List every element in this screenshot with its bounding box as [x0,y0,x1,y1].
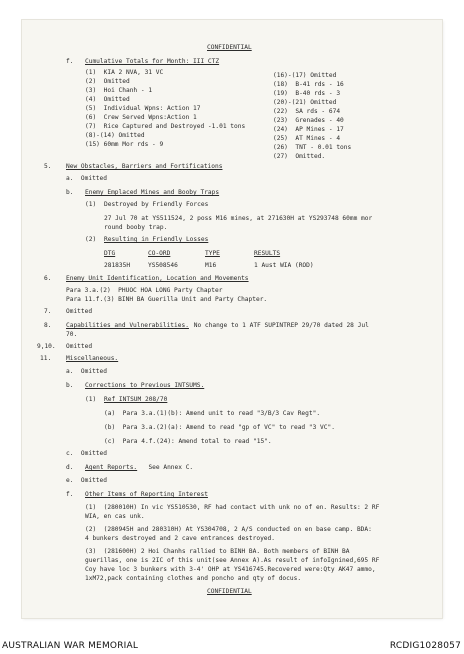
section-8-text-2: 70. [66,331,78,338]
totals-right-7: (24) AP Mines - 17 [273,126,344,133]
section-f-title: Cumulative Totals for Month: III CTZ [85,58,220,65]
archive-footer [0,622,464,654]
correction-c: (c) Para 4.f.(24): Amend total to read "15". [104,438,272,445]
item-f3-line-2: guerillas, one is 2IC of this unit(see Annex A).As result of infoIgnined,695 RF [85,557,380,564]
totals-left-2: (2) Omitted [85,78,130,85]
totals-right-9: (26) TNT - 0.01 tons [273,144,352,151]
totals-left-1: (1) KIA 2 NVA, 31 VC [85,69,164,76]
totals-right-2: (18) B-41 rds - 16 [273,81,344,88]
section-6-line-1: Para 3.a.(2) PHUOC HOA LONG Party Chapter [66,287,223,294]
totals-right-10: (27) Omitted. [273,153,326,160]
totals-right-6: (23) Grenades - 40 [273,117,344,124]
section-5b-title: Enemy Emplaced Mines and Booby Traps [85,189,220,196]
item-f1-line-2: WIA, en cas unk. [85,513,145,520]
totals-right-1: (16)-(17) Omitted [273,72,337,79]
table-cell-type: M16 [205,262,217,269]
item-f3-line-4: 1xM72,pack containing clothes and poncho and qty of docus. [85,575,302,582]
section-5b2-title: Resulting in Friendly Losses [104,236,209,243]
item-f2-line-1: (2) (280945H and 280310H) At YS304708, 2 A/S conducted on en base camp. BDA: [85,526,372,533]
section-11b1-title: Ref INTSUM 208/70 [104,396,168,403]
archive-name: AUSTRALIAN WAR MEMORIAL [2,641,139,651]
section-6-title: Enemy Unit Identification, Location and Movements [66,275,249,282]
section-11d-letter: d. [66,464,74,471]
classification-header: CONFIDENTIAL [207,44,252,51]
section-7-text: Omitted [66,308,93,315]
table-cell-results: 1 Aust WIA (ROD) [254,262,314,269]
totals-left-9: (15) 60mm Mor rds - 9 [85,141,164,148]
section-5b1-title: Destroyed by Friendly Forces [104,201,209,208]
item-f3-line-3: Coy have loc 3 bunkers with 3-4' OHP at YS416745.Recovered were:Qty AK47 ammo, [85,566,376,573]
section-11-title: Miscellaneous. [66,355,119,362]
section-5a: a. Omitted [66,175,107,182]
table-header-coord: CO-ORD [148,250,171,257]
totals-right-4: (20)-(21) Omitted [273,99,337,106]
totals-right-8: (25) AT Mines - 4 [273,135,341,142]
section-11f-letter: f. [66,491,74,498]
section-8-title: Capabilities and Vulnerabilities. [66,322,189,329]
classification-footer: CONFIDENTIAL [207,588,252,595]
section-f-letter: f. [66,58,74,65]
section-5b1-label: (1) [85,201,97,208]
section-7-number: 7. [44,308,52,315]
table-header-dtg: DTG [104,250,116,257]
section-5b1-text-1: 27 Jul 70 at YS511524, 2 poss M16 mines, at 271630H at YS293748 60mm mor [104,215,373,222]
section-5b-letter: b. [66,189,74,196]
item-f1-line-1: (1) (280010H) In vic YS510530, RF had contact with unk no of en. Results: 2 RF [85,504,380,511]
section-8-number: 8. [44,322,52,329]
section-11e: e. Omitted [66,477,107,484]
archive-record-id: RCDIG1028057 [389,641,461,651]
section-6-number: 6. [44,275,52,282]
item-f2-line-2: 4 bunkers destroyed and 2 cave entrances destroyed. [85,535,275,542]
table-cell-coord: YS508546 [148,262,178,269]
section-9-10-text: Omitted [66,343,93,350]
section-11d-title: Agent Reports. [85,464,138,471]
table-header-results: RESULTS [254,250,281,257]
section-11b-letter: b. [66,382,74,389]
section-5b2-label: (2) [85,236,97,243]
totals-left-6: (6) Crew Served Wpns:Action 1 [85,114,197,121]
section-11a: a. Omitted [66,368,107,375]
section-11f-title: Other Items of Reporting Interest [85,491,208,498]
correction-a: (a) Para 3.a.(1)(b): Amend unit to read "3/B/3 Cav Regt". [104,410,321,417]
section-11c: c. Omitted [66,450,107,457]
totals-left-8: (8)-(14) Omitted [85,132,145,139]
section-11b-title: Corrections to Previous INTSUMS. [85,382,205,389]
section-8-text-1: No change to 1 ATF SUPINTREP 29/70 dated 28 Jul [190,322,369,329]
section-11d-text: See Annex C. [141,464,194,471]
table-cell-dtg: 281835H [104,262,131,269]
totals-left-5: (5) Individual Wpns: Action 17 [85,105,201,112]
section-6-line-2: Para 11.f.(3) BINH BA Guerilla Unit and Party Chapter. [66,296,268,303]
table-header-type: TYPE [205,250,220,257]
section-5-number: 5. [44,163,52,170]
correction-b: (b) Para 3.a.(2)(a): Amend to read "gp of VC" to read "3 VC". [104,424,335,431]
totals-left-3: (3) Hoi Chanh - 1 [85,87,153,94]
totals-right-5: (22) SA rds - 674 [273,108,341,115]
item-f3-line-1: (3) (281600H) 2 Hoi Chanhs rallied to BINH BA. Both members of BINH BA [85,548,350,555]
totals-right-3: (19) B-40 rds - 3 [273,90,341,97]
section-11-number: 11. [40,355,52,362]
section-9-10-number: 9,10. [37,343,56,350]
section-5-title: New Obstacles, Barriers and Fortifications [66,163,223,170]
totals-left-7: (7) Rice Captured and Destroyed -1.01 tons [85,123,246,130]
section-5b1-text-2: round booby trap. [104,224,168,231]
section-11b1-label: (1) [85,396,97,403]
totals-left-4: (4) Omitted [85,96,130,103]
